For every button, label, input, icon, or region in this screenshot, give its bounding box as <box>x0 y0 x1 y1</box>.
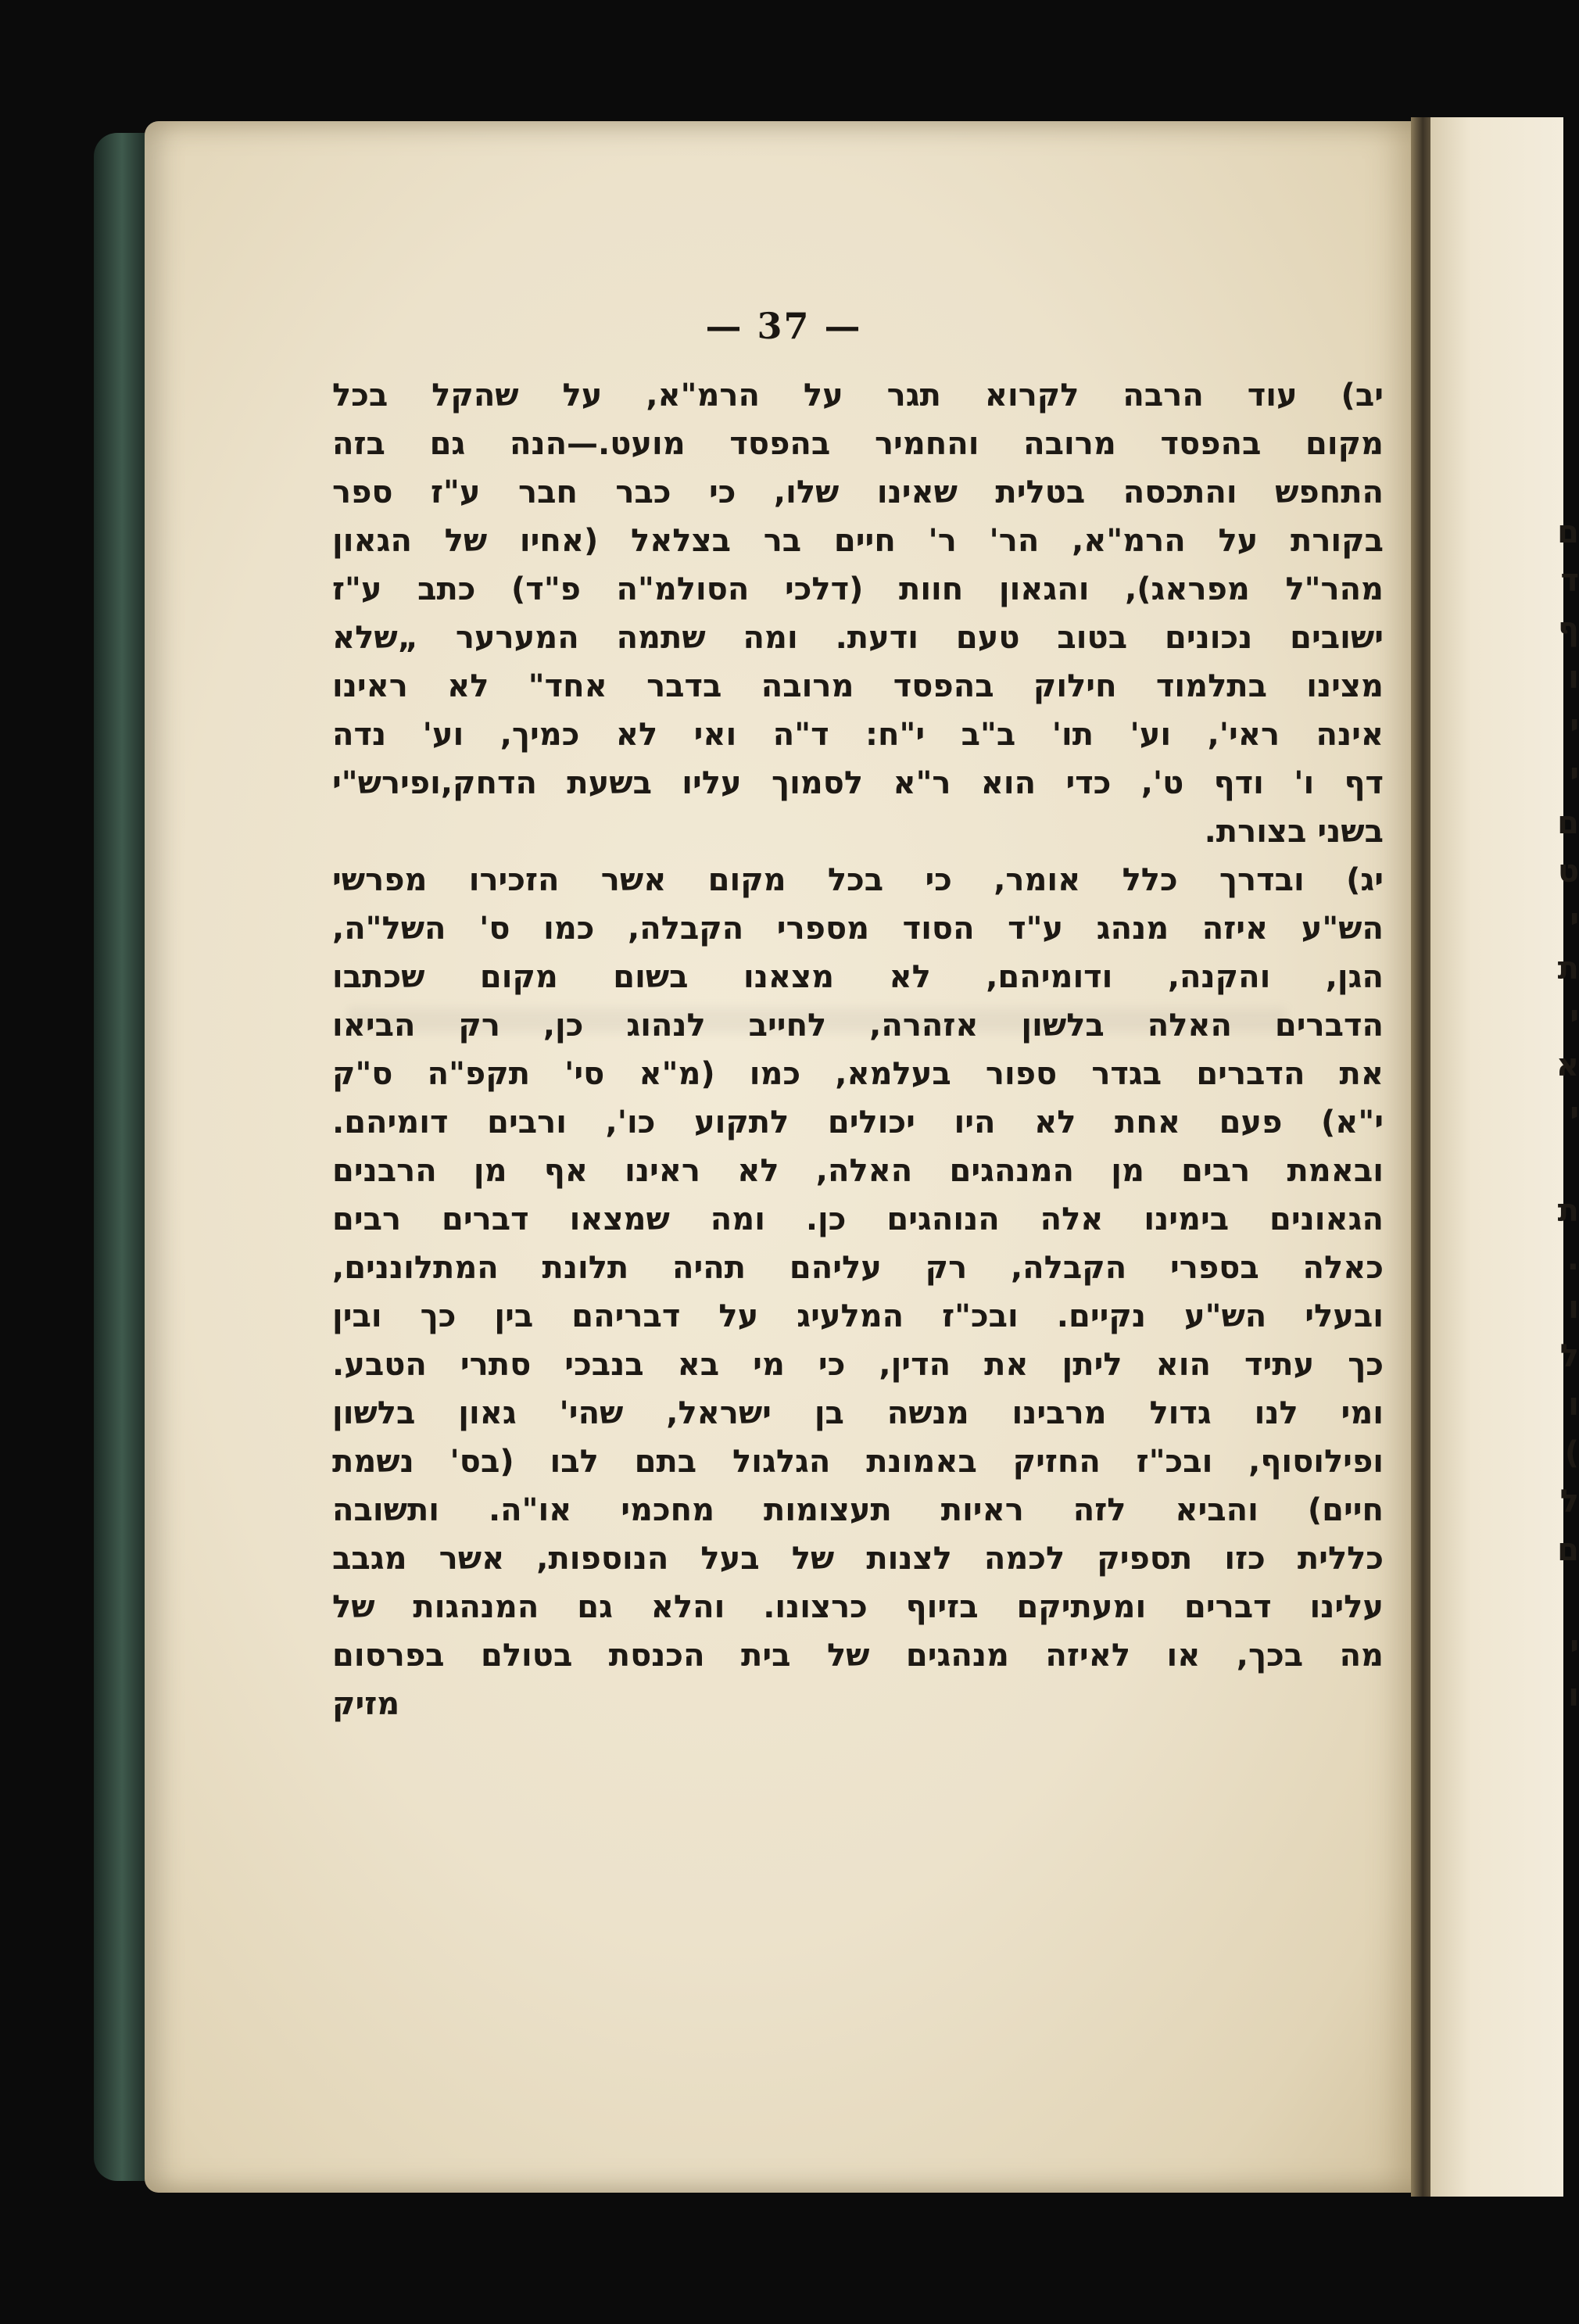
fragment: י <box>1570 757 1579 793</box>
text-line: יב) עוד הרבה לקרוא תגר על הרמ"א, על שהקל בכל <box>332 378 1384 414</box>
text-line: ישובים נכונים בטוב טעם ודעת. ומה שתמה המערער „שלא <box>332 620 1384 656</box>
fragment: ל <box>1559 1338 1579 1374</box>
left-page <box>145 121 1423 2193</box>
fragment: ם <box>1557 805 1579 841</box>
right-page-edge <box>1430 117 1579 2197</box>
right-page-fragments <box>1532 508 1579 1720</box>
text-line: כך עתיד הוא ליתן את הדין, כי מי בא בנבכי סתרי הטבע. <box>332 1347 1384 1383</box>
text-line: אינה ראי', וע' תו' ב"ב י"ח: ד"ה ואי לא כמיך, וע' נדה <box>332 717 1384 753</box>
text-line: הש"ע איזה מנהג ע"ד הסוד מספרי הקבלה, כמו ס' השל"ה, <box>332 911 1384 947</box>
fragment: . <box>1566 1241 1579 1277</box>
text-line-paragraph-end: בשני בצורת. <box>1204 814 1384 850</box>
fragment: ל <box>1559 1484 1579 1520</box>
text-line: התחפש והתכסה בטלית שאינו שלו, כי כבר חבר ע"ז ספר <box>332 474 1384 510</box>
fragment: ם <box>1557 514 1579 550</box>
catchword: מזיק <box>332 1686 400 1722</box>
fragment <box>1532 1574 1579 1623</box>
fragment: ם <box>1557 1532 1579 1568</box>
text-line: ופילוסוף, ובכ"ז החזיק באמונת הגלגול בתם לבו (בס' נשמת <box>332 1444 1384 1480</box>
fragment: י <box>1570 902 1579 938</box>
text-line: מהר"ל מפראג), והגאון חוות (דלכי הסולמ"ה פ"ד) כתב ע"ז <box>332 571 1384 607</box>
fragment <box>1532 1138 1579 1187</box>
fragment: ו <box>1568 660 1579 696</box>
text-line: כללית כזו תספיק לכמה לצנות של בעל הנוספות, אשר מגבב <box>332 1541 1384 1577</box>
text-line: י"א) פעם אחת לא היו יכולים לתקוע כו', ורבים דומיהם. <box>332 1105 1384 1141</box>
fragment: ט <box>1557 854 1579 890</box>
fragment: ו <box>1568 1678 1579 1713</box>
text-line: ומי לנו גדול מרבינו מנשה בן ישראל, שהי' גאון בלשון <box>332 1395 1384 1431</box>
text-line: מצינו בתלמוד חילוק בהפסד מרובה בדבר אחד" לא ראינו <box>332 668 1384 704</box>
text-line: בקורת על הרמ"א, הר' ר' חיים בר בצלאל (אחיו של הגאון <box>332 523 1384 559</box>
text-line: ובעלי הש"ע נקיים. ובכ"ז המלעיג על דבריהם בין כך ובין <box>332 1298 1384 1334</box>
text-line: מקום בהפסד מרובה והחמיר בהפסד מועט.—הנה גם בזה <box>332 426 1384 462</box>
text-line: דף ו' ודף ט', כדי הוא ר"א לסמוך עליו בשעת הדחק,ופירש"י <box>332 765 1384 801</box>
fragment: א <box>1556 1047 1579 1083</box>
fragment: ף <box>1558 611 1579 647</box>
fragment: י <box>1570 1096 1579 1132</box>
fragment: ת <box>1557 951 1579 987</box>
hebrew-text-block <box>332 371 1384 1728</box>
text-line: כאלה בספרי הקבלה, רק עליהם תהיה תלונת המתלוננים, <box>332 1250 1384 1286</box>
page-number: — 37 — <box>705 305 862 347</box>
fragment: ו <box>1568 1387 1579 1423</box>
fragment: י <box>1570 1629 1579 1665</box>
text-line: עלינו דברים ומעתיקם בזיוף כרצונו. והלא גם המנהגות של <box>332 1589 1384 1625</box>
text-line: חיים) והביא לזה ראיות תעצומות מחכמי או"ה. ותשובה <box>332 1492 1384 1528</box>
text-line: יג) ובדרך כלל אומר, כי בכל מקום אשר הזכירו מפרשי <box>332 862 1384 898</box>
fragment: ו <box>1568 1290 1579 1326</box>
fragment: ת <box>1557 1193 1579 1229</box>
text-line: ובאמת רבים מן המנהגים האלה, לא ראינו אף מן הרבנים <box>332 1153 1384 1189</box>
text-line: הדברים האלה בלשון אזהרה, לחייב לנהוג כן, רק הביאו <box>332 1008 1384 1044</box>
fragment: ד <box>1560 563 1579 599</box>
fragment: י <box>1570 708 1579 744</box>
text-line: את הדברים בגדר ספור בעלמא, כמו (מ"א סי' תקפ"ה ס"ק <box>332 1056 1384 1092</box>
fragment: ) <box>1564 1435 1579 1471</box>
text-line: הגן, והקנה, ודומיהם, לא מצאנו בשום מקום שכתבו <box>332 959 1384 995</box>
text-line: הגאונים בימינו אלה הנוהגים כן. ומה שמצאו דברים רבים <box>332 1201 1384 1237</box>
text-line: מה בכך, או לאיזה מנהגים של בית הכנסת בטולם בפרסום <box>332 1638 1384 1674</box>
fragment: י <box>1570 999 1579 1035</box>
